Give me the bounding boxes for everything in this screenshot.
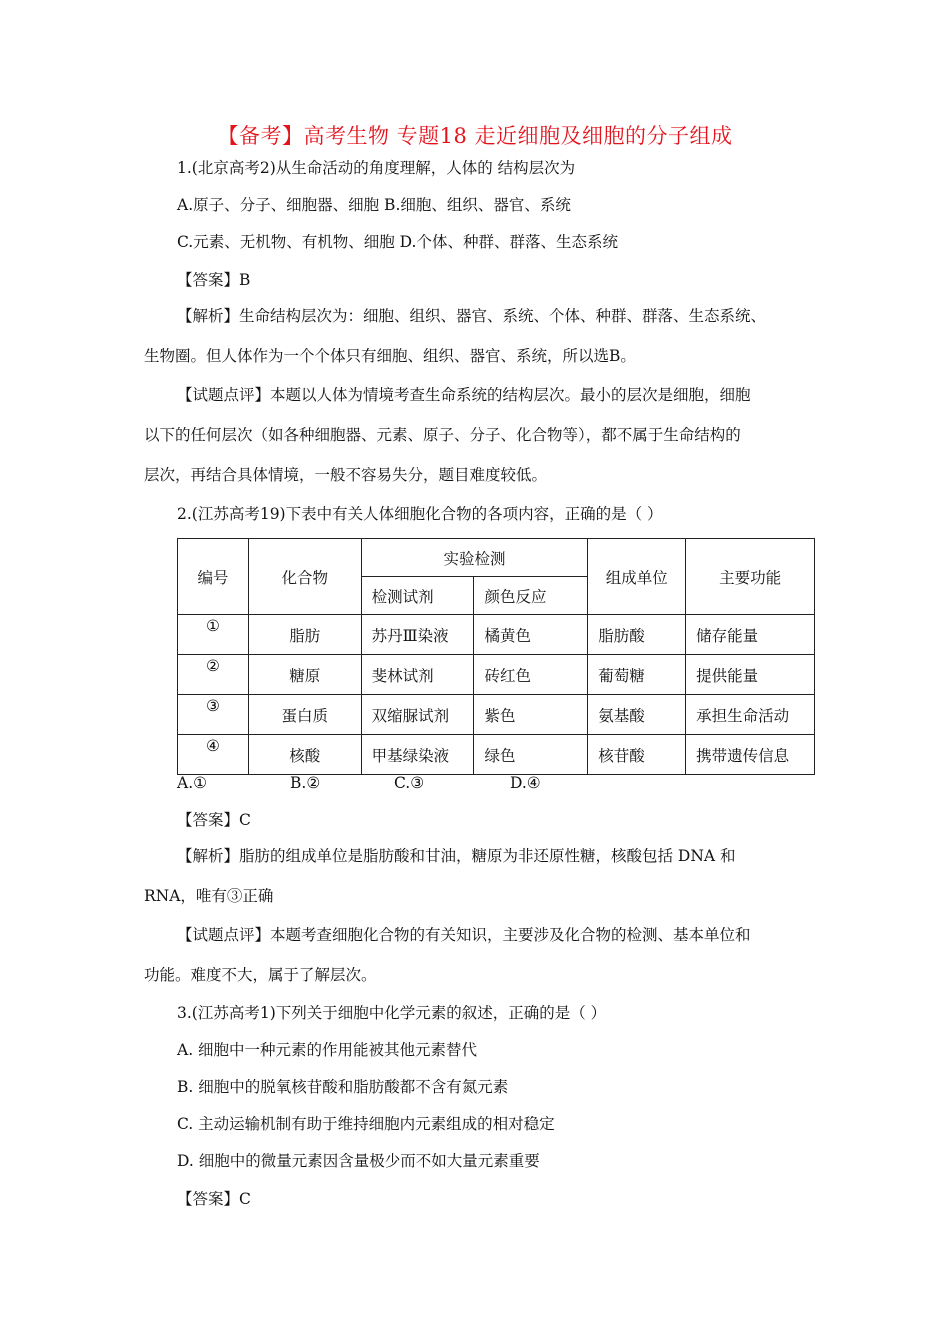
table-header-row bbox=[178, 539, 815, 577]
row-color: 紫色 bbox=[474, 695, 588, 735]
q2-option-a: A.① bbox=[177, 774, 208, 792]
row-compound: 蛋白质 bbox=[248, 695, 361, 735]
header-compound: 化合物 bbox=[248, 539, 361, 615]
q3-answer: 【答案】C bbox=[177, 1190, 251, 1208]
q3-option-b: B. 细胞中的脱氧核苷酸和脂肪酸都不含有氮元素 bbox=[177, 1078, 509, 1096]
table-row bbox=[178, 655, 815, 695]
row-function: 储存能量 bbox=[686, 615, 815, 655]
header-color: 颜色反应 bbox=[474, 577, 588, 615]
row-function: 提供能量 bbox=[686, 655, 815, 695]
q2-option-c: C.③ bbox=[394, 774, 425, 792]
header-unit: 组成单位 bbox=[588, 539, 686, 615]
row-compound: 脂肪 bbox=[248, 615, 361, 655]
q1-comment-line1: 【试题点评】本题以人体为情境考查生命系统的结构层次。最小的层次是细胞，细胞 bbox=[177, 386, 751, 404]
row-num: ① bbox=[178, 615, 249, 655]
row-unit: 核苷酸 bbox=[588, 735, 686, 775]
q1-stem: 1.(北京高考2)从生命活动的角度理解，人体的 结构层次为 bbox=[177, 159, 576, 177]
row-function: 携带遗传信息 bbox=[686, 735, 815, 775]
row-reagent: 苏丹Ⅲ染液 bbox=[361, 615, 474, 655]
row-reagent: 双缩脲试剂 bbox=[361, 695, 474, 735]
q1-comment-line3: 层次，再结合具体情境，一般不容易失分，题目难度较低。 bbox=[144, 466, 548, 484]
q1-answer: 【答案】B bbox=[177, 271, 251, 289]
q2-comment-line1: 【试题点评】本题考查细胞化合物的有关知识，主要涉及化合物的检测、基本单位和 bbox=[177, 926, 751, 944]
q2-analysis-line2: RNA，唯有③正确 bbox=[144, 887, 274, 905]
q3-option-d: D. 细胞中的微量元素因含量极少而不如大量元素重要 bbox=[177, 1152, 540, 1170]
q2-option-b: B.② bbox=[290, 774, 321, 792]
row-unit: 葡萄糖 bbox=[588, 655, 686, 695]
row-reagent: 斐林试剂 bbox=[361, 655, 474, 695]
row-color: 绿色 bbox=[474, 735, 588, 775]
row-color: 橘黄色 bbox=[474, 615, 588, 655]
row-function: 承担生命活动 bbox=[686, 695, 815, 735]
row-compound: 核酸 bbox=[248, 735, 361, 775]
row-num: ③ bbox=[178, 695, 249, 735]
q1-options-ab: A.原子、分子、细胞器、细胞 B.细胞、组织、器官、系统 bbox=[177, 196, 571, 214]
header-reagent: 检测试剂 bbox=[361, 577, 474, 615]
table-row bbox=[178, 615, 815, 655]
table-row bbox=[178, 735, 815, 775]
header-experiment: 实验检测 bbox=[361, 539, 588, 577]
q1-analysis-line2: 生物圈。但人体作为一个个体只有细胞、组织、器官、系统，所以选B。 bbox=[144, 347, 636, 365]
document-title: 【备考】高考生物 专题18 走近细胞及细胞的分子组成 bbox=[217, 124, 733, 148]
header-function: 主要功能 bbox=[686, 539, 815, 615]
q2-table bbox=[177, 538, 815, 775]
q3-option-c: C. 主动运输机制有助于维持细胞内元素组成的相对稳定 bbox=[177, 1115, 555, 1133]
table-row bbox=[178, 695, 815, 735]
row-unit: 脂肪酸 bbox=[588, 615, 686, 655]
q3-option-a: A. 细胞中一种元素的作用能被其他元素替代 bbox=[177, 1041, 478, 1059]
row-color: 砖红色 bbox=[474, 655, 588, 695]
row-unit: 氨基酸 bbox=[588, 695, 686, 735]
q1-comment-line2: 以下的任何层次（如各种细胞器、元素、原子、分子、化合物等），都不属于生命结构的 bbox=[144, 426, 741, 444]
row-compound: 糖原 bbox=[248, 655, 361, 695]
q2-answer: 【答案】C bbox=[177, 811, 251, 829]
q2-analysis-line1: 【解析】脂肪的组成单位是脂肪酸和甘油，糖原为非还原性糖，核酸包括 DNA 和 bbox=[177, 847, 736, 865]
q1-analysis-line1: 【解析】生命结构层次为：细胞、组织、器官、系统、个体、种群、群落、生态系统、 bbox=[177, 307, 767, 325]
q1-options-cd: C.元素、无机物、有机物、细胞 D.个体、种群、群落、生态系统 bbox=[177, 233, 618, 251]
row-reagent: 甲基绿染液 bbox=[361, 735, 474, 775]
row-num: ④ bbox=[178, 735, 249, 775]
q2-stem: 2.(江苏高考19)下表中有关人体细胞化合物的各项内容，正确的是（ ） bbox=[177, 505, 663, 523]
q3-stem: 3.(江苏高考1)下列关于细胞中化学元素的叙述，正确的是（ ） bbox=[177, 1004, 607, 1022]
row-num: ② bbox=[178, 655, 249, 695]
q2-comment-line2: 功能。难度不大，属于了解层次。 bbox=[144, 966, 377, 984]
header-num: 编号 bbox=[178, 539, 249, 615]
q2-option-d: D.④ bbox=[510, 774, 541, 792]
